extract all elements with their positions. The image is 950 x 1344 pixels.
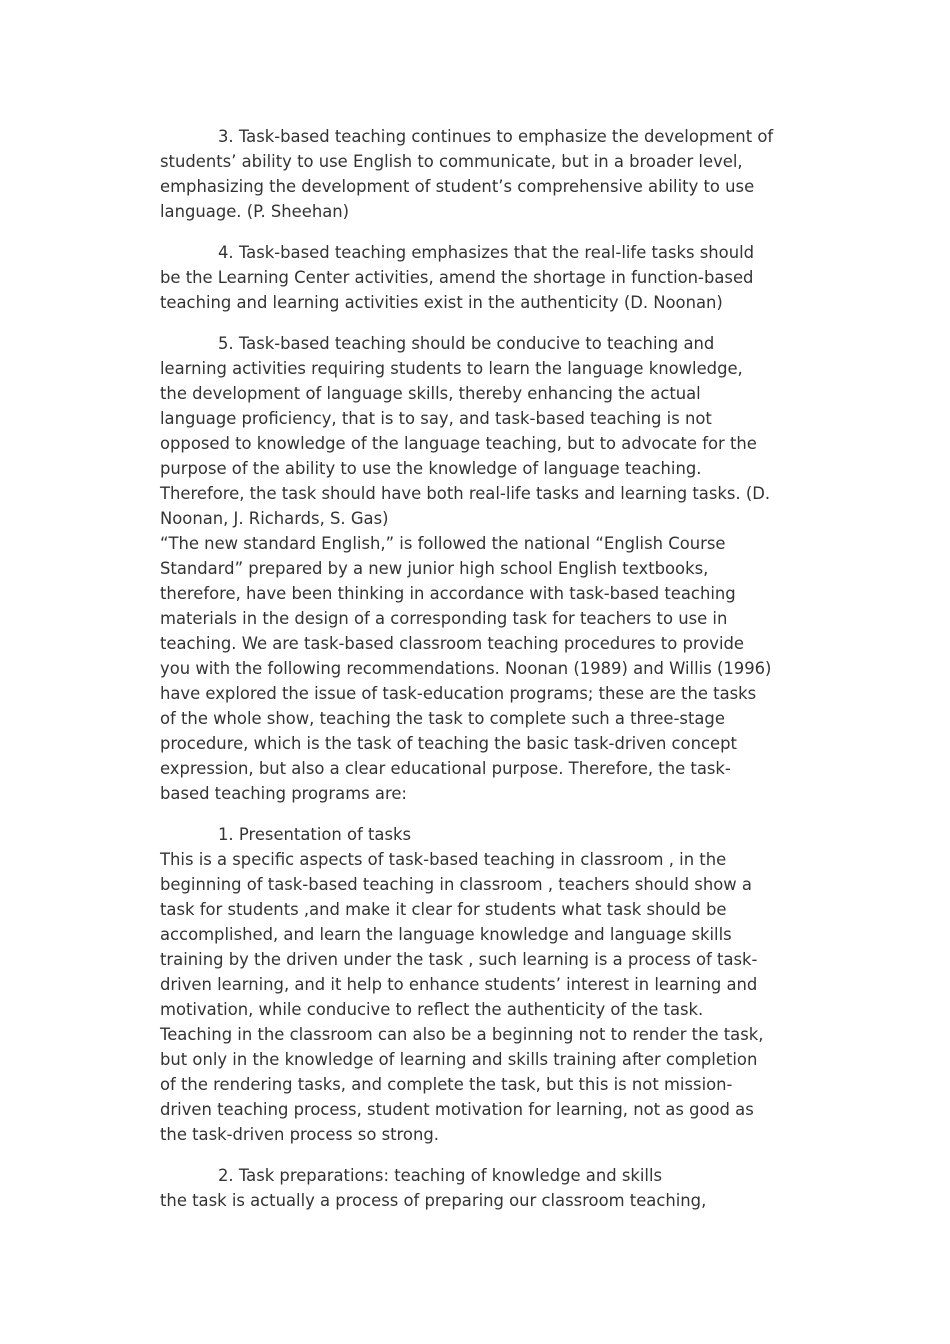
- paragraph-point-5: 5. Task-based teaching should be conducive to teaching and learning activities requiring students to learn the language knowledge, the development of language skills, thereby enhancing the actual language proficiency, that is to say, and task-based teaching is not opposed to knowledge of the language teaching, but to advocate for the purpose of the ability to use the knowledge of language teaching. Therefore, the task should have both real-life tasks and learning tasks. (D. Noonan, J. Richards, S. Gas): [160, 334, 771, 528]
- paragraph-point-4: 4. Task-based teaching emphasizes that the real-life tasks should be the Learning Center activities, amend the shortage in function-based teaching and learning activities exist in the authenticity (D. Noonan): [160, 243, 755, 312]
- document-page: [160, 124, 800, 1213]
- heading-task-preparations: 2. Task preparations: teaching of knowledge and skills: [218, 1166, 663, 1185]
- paragraph-new-standard-english: “The new standard English,” is followed the national “English Course Standard” prepared by a new junior high school English textbooks, therefore, have been thinking in accordance with task-based teaching materials in the design of a corresponding task for teachers to use in teaching. We are task-based classroom teaching procedures to provide you with the following recommendations. Noonan (1989) and Willis (1996) have explored the issue of task-education programs; these are the tasks of the whole show, teaching the task to complete such a three-stage procedure, which is the task of teaching the basic task-driven concept expression, but also a clear educational purpose. Therefore, the task- based teaching programs are:: [160, 534, 772, 803]
- paragraph-point-3: 3. Task-based teaching continues to emphasize the development of students’ ability to use English to communicate, but in a broader level, emphasizing the development of student’s comprehensive ability to use language. (P. Sheehan): [160, 127, 774, 221]
- paragraph-task-preparations-body: the task is actually a process of preparing our classroom teaching,: [160, 1191, 707, 1210]
- paragraph-presentation-body: This is a specific aspects of task-based teaching in classroom , in the beginning of task-based teaching in classroom , teachers should show a task for students ,and make it clear for students what task should be accomplished, and learn the language knowledge and language skills training by the driven under the task , such learning is a process of task- driven learning, and it help to enhance students’ interest in learning and motivation, while conducive to reflect the authenticity of the task. Teaching in the classroom can also be a beginning not to render the task, but only in the knowledge of learning and skills training after completion of the rendering tasks, and complete the task, but this is not mission- driven teaching process, student motivation for learning, not as good as the task-driven process so strong.: [160, 850, 764, 1144]
- heading-presentation-of-tasks: 1. Presentation of tasks: [218, 825, 412, 844]
